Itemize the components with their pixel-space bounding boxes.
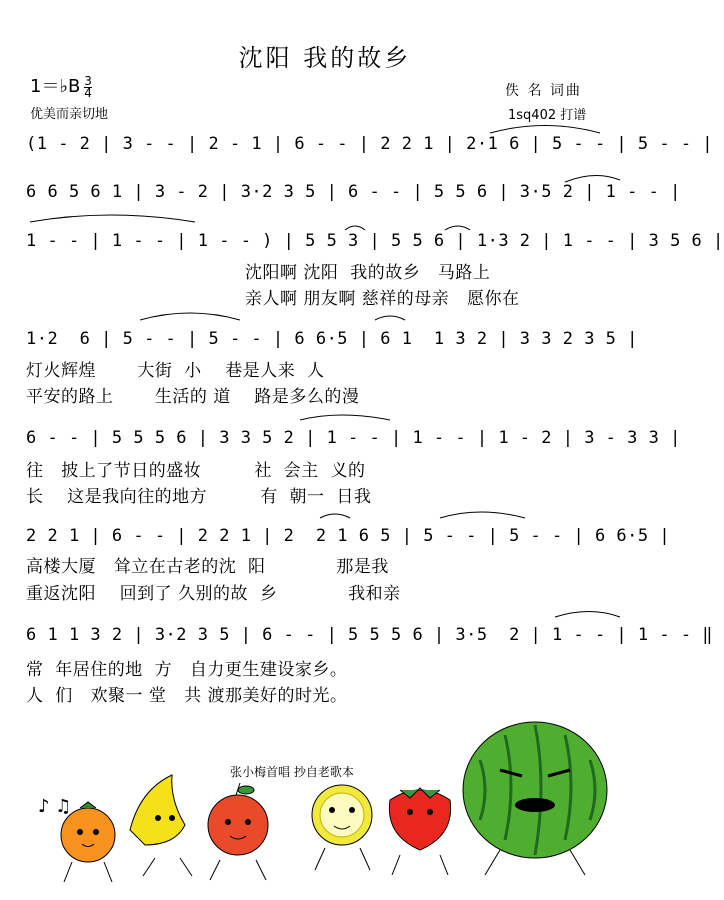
lyric-line-6b: 重返沈阳 回到了 久别的故 乡 我和亲 (26, 584, 401, 604)
lyric-line-5a: 往 披上了节日的盛妆 社 会主 义的 (26, 461, 366, 481)
score-line-2: 6 6 5 6 1 | 3 - 2 | 3·2 3 5 | 6 - - | 5 5 6 | 3·5 2 | 1 - - | (26, 182, 681, 202)
score-line-7: 6 1 1 3 2 | 3·2 3 5 | 6 - - | 5 5 5 6 | 3·5 2 | 1 - - | 1 - - ‖ (26, 625, 714, 645)
apple-character-icon (208, 783, 268, 880)
key-label: 1＝♭B (30, 76, 81, 97)
singer-note: 张小梅首唱 抄自老歌本 (230, 765, 354, 779)
lyric-line-4b: 平安的路上 生活的 道 路是多么的漫 (26, 387, 360, 407)
score-line-5: 6 - - | 5 5 5 6 | 3 3 5 2 | 1 - - | 1 - - | 1 - 2 | 3 - 3 3 | (26, 428, 681, 448)
lyric-line-3b: 亲人啊 朋友啊 慈祥的母亲 愿你在 (245, 289, 520, 309)
credit-transcriber: 1sq402 打谱 (508, 108, 587, 123)
time-bottom: 4 (84, 85, 92, 100)
credit-author: 佚 名 词曲 (505, 83, 582, 99)
tempo-marking: 优美而亲切地 (30, 107, 109, 122)
watermelon-character-icon (463, 722, 607, 875)
lyric-line-7a: 常 年居住的地 方 自力更生建设家乡。 (26, 660, 348, 680)
lyric-line-4a: 灯火辉煌 大街 小 巷是人来 人 (26, 361, 325, 381)
score-line-6: 2 2 1 | 6 - - | 2 2 1 | 2 2 1 6 5 | 5 - - | 5 - - | 6 6·5 | (26, 526, 671, 546)
lyric-line-3a: 沈阳啊 沈阳 我的故乡 马路上 (245, 263, 491, 283)
score-line-1: (1 - 2 | 3 - - | 2 - 1 | 6 - - | 2 2 1 | 2·1 6 | 5 - - | 5 - - | (26, 134, 714, 154)
time-top: 3 (84, 73, 92, 88)
banana-character-icon (130, 775, 192, 876)
strawberry-character-icon (389, 788, 450, 875)
score-line-4: 1·2 6 | 5 - - | 5 - - | 6 6·5 | 6 1 1 3 2 | 3 3 2 3 5 | (26, 329, 638, 349)
lyric-line-6a: 高楼大厦 耸立在古老的沈 阳 那是我 (26, 557, 389, 577)
lemon-character-icon (312, 785, 372, 870)
song-title: 沈阳 我的故乡 (238, 44, 412, 72)
score-line-3: 1 - - | 1 - - | 1 - - ) | 5 5 3 | 5 5 6 | 1·3 2 | 1 - - | 3 5 6 | (26, 231, 724, 251)
lyric-line-7b: 人 们 欢聚一 堂 共 渡那美好的时光。 (26, 686, 348, 706)
music-notes-icon: ♪ ♫ (38, 796, 72, 817)
lyric-line-5b: 长 这是我向往的地方 有 朝一 日我 (26, 487, 372, 507)
